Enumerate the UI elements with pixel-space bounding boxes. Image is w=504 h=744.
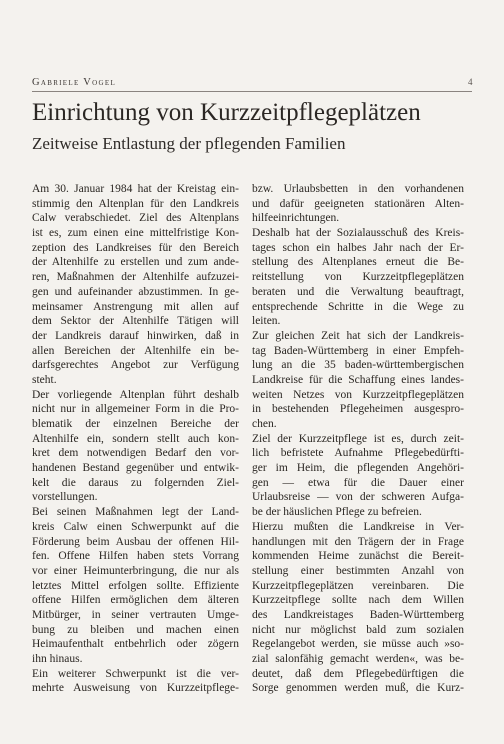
text-line: Sorge genommen werden muß, die Kurz- bbox=[252, 682, 464, 695]
text-column-right bbox=[252, 182, 464, 696]
text-line: gen und aufeinander abzustimmen. In ge- bbox=[32, 285, 239, 298]
text-line: chen. bbox=[252, 418, 277, 430]
text-line: und dafür geeigneten stationären Alten- bbox=[252, 197, 464, 210]
text-line: des Landkreistages Baden-Württemberg bbox=[252, 608, 464, 621]
article-subtitle: Zeitweise Entlastung der pflegenden Familien bbox=[32, 134, 346, 153]
text-line: gen — etwa für die Dauer einer bbox=[252, 476, 464, 489]
text-line: be der häuslichen Pflege zu befreien. bbox=[252, 506, 422, 519]
text-line: der Altenhilfe zu erstellen und zum ande- bbox=[32, 256, 239, 269]
text-line: bung zu bleiben und machen einen bbox=[32, 623, 239, 636]
text-line: Hierzu mußten die Landkreise in Ver- bbox=[252, 520, 464, 533]
text-line: zeption des Landkreises für den Bereich bbox=[32, 241, 239, 254]
text-line: kelt die daraus zu folgernden Ziel- bbox=[32, 476, 239, 489]
text-line: lich befristete Aufnahme Pflegebedürfti- bbox=[252, 447, 464, 460]
text-line: handlungen mit den Trägern der in Frage bbox=[252, 535, 464, 548]
text-line: stimmig den Altenplan für den Landkreis bbox=[32, 197, 239, 210]
text-line: Regelangebot werden, sie müsse auch »so- bbox=[252, 638, 464, 651]
text-line: Mitbürger, in seiner vertrauten Umge- bbox=[32, 608, 239, 621]
text-line: ren, Maßnahmen der Altenhilfe aufzuzei- bbox=[32, 271, 239, 284]
text-line: Zur gleichen Zeit hat sich der Landkreis- bbox=[252, 329, 464, 342]
text-line: Kurzzeitpflege sollte nach dem Willen bbox=[252, 594, 464, 607]
text-line: der Landkreis darauf hinwirken, daß in bbox=[32, 329, 239, 342]
text-line: entsprechende Schritte in die Wege zu bbox=[252, 300, 464, 313]
author-name: Gabriele Vogel bbox=[32, 77, 117, 88]
text-line: leiten. bbox=[252, 315, 281, 328]
text-line: Bei seinen Maßnahmen legt der Land- bbox=[32, 506, 239, 519]
text-line: Förderung beim Ausbau der offenen Hil- bbox=[32, 535, 239, 548]
text-line: beraten und die Verwaltung beauftragt, bbox=[252, 285, 464, 298]
text-line: Calw verabschiedet. Ziel des Altenplans bbox=[32, 212, 239, 225]
text-line: offene Hilfen ermöglichen dem älteren bbox=[32, 594, 239, 607]
text-line: nicht nur möglichst bald zum sozialen bbox=[252, 623, 464, 636]
text-line: darfsgerechtes Angebot zur Verfügung bbox=[32, 359, 239, 372]
text-line: Landkreise für die Schaffung eines landes- bbox=[252, 373, 464, 386]
article-title: Einrichtung von Kurzzeitpflegeplätzen bbox=[32, 99, 421, 126]
text-line: Der vorliegende Altenplan führt deshalb bbox=[32, 388, 239, 401]
text-line: Ziel der Kurzzeitpflege ist es, durch zeit- bbox=[252, 432, 464, 445]
text-line: kommenden Heime zunächst die Bereit- bbox=[252, 550, 464, 563]
text-line: letztes Mittel erfolgen sollte. Effiziente bbox=[32, 579, 239, 592]
text-line: in bestehenden Pflegeheimen ausgespro- bbox=[252, 403, 464, 416]
text-line: weiten Netzes von Kurzzeitpflegeplätzen bbox=[252, 388, 464, 401]
text-line: blematik der einzelnen Bereiche der bbox=[32, 418, 239, 430]
text-line: kreis Calw einen Schwerpunkt auf die bbox=[32, 520, 239, 533]
text-line: Ein weiterer Schwerpunkt ist die ver- bbox=[32, 667, 239, 680]
text-line: ger im Heim, die pflegenden Angehöri- bbox=[252, 462, 464, 475]
corner-mark: 4 bbox=[468, 77, 473, 87]
text-line: vorstellungen. bbox=[32, 491, 98, 504]
text-line: steht. bbox=[32, 373, 57, 386]
text-line: kret dem notwendigen Bedarf den vor- bbox=[32, 447, 239, 460]
header-rule bbox=[32, 91, 472, 92]
text-line: meinsamer Anstrengung mit allen auf bbox=[32, 300, 239, 313]
text-line: lung an die 35 baden-württembergischen bbox=[252, 359, 464, 372]
text-line: nicht nur in allgemeiner Form in die Pro- bbox=[32, 403, 239, 416]
text-line: stellung einer bestimmten Anzahl von bbox=[252, 564, 464, 577]
text-line: deutet, daß dem Pflegebedürftigen die bbox=[252, 667, 464, 680]
text-line: handenen Bestand gegenüber und entwik- bbox=[32, 462, 239, 475]
text-line: hilfeeinrichtungen. bbox=[252, 212, 340, 225]
text-line: Am 30. Januar 1984 hat der Kreistag ein- bbox=[32, 183, 239, 195]
text-line: Urlaubsreise — von der schweren Aufga- bbox=[252, 491, 464, 504]
text-line: Heimaufenthalt entbehrlich oder zögern bbox=[32, 638, 239, 651]
text-line: Deshalb hat der Sozialausschuß des Kreis- bbox=[252, 227, 464, 240]
text-line: ihn hinaus. bbox=[32, 653, 83, 665]
text-line: allen Bereichen der Altenhilfe ein be- bbox=[32, 344, 239, 357]
text-line: tages schon ein halbes Jahr nach der Er- bbox=[252, 241, 464, 254]
text-line: ist es, zum einen eine mittelfristige Kon- bbox=[32, 227, 239, 240]
text-column-left bbox=[32, 182, 239, 696]
text-line: mehrte Ausweisung von Kurzzeitpflege- bbox=[32, 682, 239, 695]
text-line: bzw. Urlaubsbetten in den vorhandenen bbox=[252, 183, 464, 195]
text-line: tag Baden-Württemberg in einer Empfeh- bbox=[252, 344, 464, 357]
text-line: fen. Offene Hilfen haben stets Vorrang bbox=[32, 550, 239, 563]
text-line: stellung des Altenplanes erneut die Be- bbox=[252, 256, 464, 269]
text-line: vor einer Heimunterbringung, die nur als bbox=[32, 564, 239, 577]
text-line: Altenhilfe ein, sondern stellt auch kon- bbox=[32, 432, 239, 445]
text-line: zial salonfähig gemacht werden«, was be- bbox=[252, 653, 464, 665]
text-line: reitstellung von Kurzzeitpflegeplätzen bbox=[252, 271, 464, 284]
text-line: Kurzzeitpflegeplätzen vereinbaren. Die bbox=[252, 579, 464, 592]
text-line: dem Sektor der Altenhilfe Tätigen will bbox=[32, 315, 239, 328]
